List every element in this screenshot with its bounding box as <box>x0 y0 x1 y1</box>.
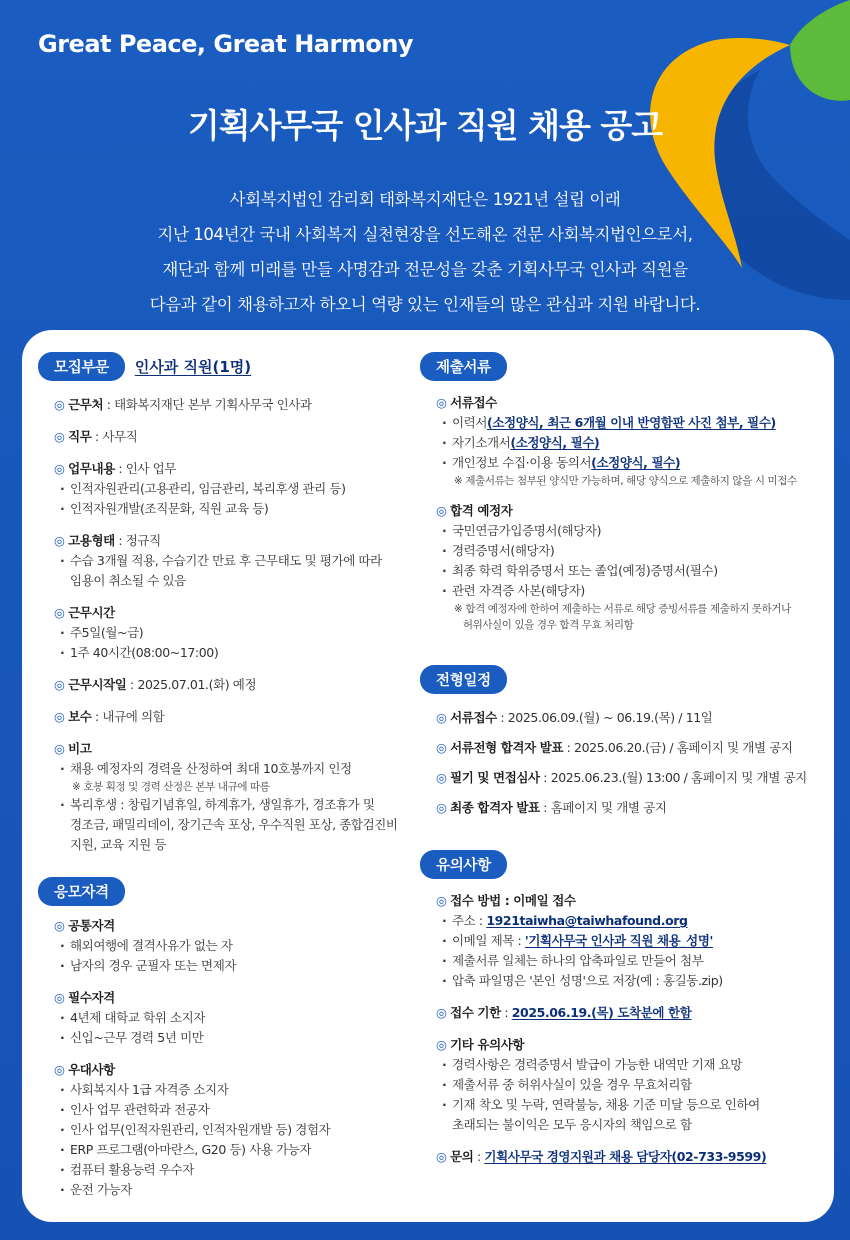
list-item: · 관련 자격증 사본(해당자) <box>442 581 826 601</box>
contact-item: ◎ 문의 : 기획사무국 경영지원과 채용 담당자(02-733-9599) <box>436 1147 826 1167</box>
page-title: 기획사무국 인사과 직원 채용 공고 <box>187 106 663 145</box>
list-item: · 남자의 경우 군필자 또는 면제자 <box>60 956 418 976</box>
intro-line: 지난 104년간 국내 사회복지 실천현장을 선도해온 전문 사회복지법인으로서, <box>157 225 693 244</box>
right-column <box>420 352 826 1167</box>
list-item: · 주소 : 1921taiwha@taiwhafound.org <box>442 911 826 931</box>
list-item: · 개인정보 수집·이용 동의서(소정양식, 필수) <box>442 453 826 473</box>
submit-note: ※ 제출서류는 첨부된 양식만 가능하며, 해당 양식으로 제출하지 않을 시 미접수 <box>454 475 797 487</box>
content-card <box>22 330 834 1222</box>
document-submit-item: ◎ 서류접수 · 이력서(소정양식, 최근 6개월 이내 반영함판 사진 첨부, 필수) · 자기소개서(소정양식, 필수) · 개인정보 수집·이용 동의서(소정양식, 필수) ※ 제출서류는 첨부된 양식만 가능하며, 해당 양식으로 제출하지 않을 시 미접수 <box>436 393 826 489</box>
employment-type-item: ◎ 고용형태 : 정규직 · 수습 3개월 적용, 수습기간 만료 후 근무태도 및 평가에 따라 임용이 취소될 수 있음 <box>54 531 418 591</box>
documents-section-header <box>420 352 826 381</box>
work-content-list <box>60 479 418 519</box>
preferred-qualification-item: ◎ 우대사항 · 사회복지사 1급 자격증 소지자 · 인사 업무 관련학과 전공자 · 인사 업무(인적자원관리, 인적자원개발 등) 경험자 · ERP 프로그램(아마란스, G20 등) 사용 가능자 · 컴퓨터 활용능력 우수자 · 운전 가능자 <box>54 1060 418 1200</box>
schedule-item: ◎ 서류접수 : 2025.06.09.(월) ~ 06.19.(목) / 11일 <box>436 708 826 728</box>
deadline-item: ◎ 접수 기한 : 2025.06.19.(목) 도착분에 한함 <box>436 1003 826 1023</box>
final-note: ※ 합격 예정자에 한하여 제출하는 서류로 해당 증빙서류를 제출하지 못하거나 허위사실이 있을 경우 합격 무효 처리함 <box>454 603 791 631</box>
workplace-item: ◎ 근무처 : 태화복지재단 본부 기획사무국 인사과 <box>54 395 418 415</box>
intro-line: 재단과 함께 미래를 만들 사명감과 전문성을 갖춘 기획사무국 인사과 직원을 <box>162 260 688 279</box>
list-item: · 사회복지사 1급 자격증 소지자 <box>60 1080 418 1100</box>
intro-paragraph <box>0 182 850 322</box>
list-item: · 신입~근무 경력 5년 미만 <box>60 1028 418 1048</box>
work-hours-item: ◎ 근무시간 · 주5일(월~금) · 1주 40시간(08:00~17:00) <box>54 603 418 663</box>
remarks-item: ◎ 비고 · 채용 예정자의 경력을 산정하여 최대 10호봉까지 인정 ※ 호봉 획정 및 경력 산정은 본부 내규에 따름 · 복리후생 : 창립기념휴일, 하계휴가, 생일휴가, 경조휴가 및 경조금, 패밀리데이, 장기근속 포상, 우수직원 포상, 종합검진비 지원, 교육 지원 등 <box>54 739 418 855</box>
list-item: · 컴퓨터 활용능력 우수자 <box>60 1160 418 1180</box>
work-content-item: ◎ 업무내용 : 인사 업무 · 인적자원관리(고용관리, 임금관리, 복리후생 관리 등) · 인적자원개발(조직문화, 직원 교육 등) <box>54 459 418 519</box>
list-item: · 압축 파일명은 '본인 성명'으로 저장(예 : 홍길동.zip) <box>442 971 826 991</box>
notice-section-badge: 유의사항 <box>420 850 507 879</box>
list-item: · 경력증명서(해당자) <box>442 541 826 561</box>
final-candidate-item: ◎ 합격 예정자 · 국민연금가입증명서(해당자) · 경력증명서(해당자) · 최종 학력 학위증명서 또는 졸업(예정)증명서(필수) · 관련 자격증 사본(해당자) ※ 합격 예정자에 한하여 제출하는 서류로 해당 증빙서류를 제출하지 못하거나 허위사실이 있을 경우 합격 무효 처리함 <box>436 501 826 633</box>
start-date-item: ◎ 근무시작일 : 2025.07.01.(화) 예정 <box>54 675 418 695</box>
qualification-section-header <box>38 877 418 906</box>
intro-line: 다음과 같이 채용하고자 하오니 역량 있는 인재들의 많은 관심과 지원 바랍니다. <box>149 295 701 314</box>
remark-note: ※ 호봉 획정 및 경력 산정은 본부 내규에 따름 <box>72 781 270 793</box>
documents-section-badge: 제출서류 <box>420 352 507 381</box>
recruit-section-badge: 모집부문 <box>38 352 125 381</box>
qualification-section-badge: 응모자격 <box>38 877 125 906</box>
list-item: · ERP 프로그램(아마란스, G20 등) 사용 가능자 <box>60 1140 418 1160</box>
list-item: · 1주 40시간(08:00~17:00) <box>60 643 418 663</box>
submit-method-item: ◎ 접수 방법 : 이메일 접수 · 주소 : 1921taiwha@taiwhafound.org · 이메일 제목 : '기획사무국 인사과 직원 채용_성명' · 제출서류 일체는 하나의 압축파일로 만들어 첨부 · 압축 파일명은 '본인 성명'으로 저장(예 : 홍길동.zip) <box>436 891 826 991</box>
left-column <box>38 352 418 1200</box>
list-item: · 4년제 대학교 학위 소지자 <box>60 1008 418 1028</box>
list-item: · 국민연금가입증명서(해당자) <box>442 521 826 541</box>
etc-notice-item: ◎ 기타 유의사항 · 경력사항은 경력증명서 발급이 가능한 내역만 기재 요망 · 제출서류 중 허위사실이 있을 경우 무효처리함 · 기재 착오 및 누락, 연락불능, 채용 기준 미달 등으로 인하여 초래되는 불이익은 모두 응시자의 책임으로 함 <box>436 1035 826 1135</box>
list-item: · 기재 착오 및 누락, 연락불능, 채용 기준 미달 등으로 인하여 초래되는 불이익은 모두 응시자의 책임으로 함 <box>442 1095 826 1135</box>
list-item: · 경력사항은 경력증명서 발급이 가능한 내역만 기재 요망 <box>442 1055 826 1075</box>
list-item: · 복리후생 : 창립기념휴일, 하계휴가, 생일휴가, 경조휴가 및 경조금, 패밀리데이, 장기근속 포상, 우수직원 포상, 종합검진비 지원, 교육 지원 등 <box>60 795 418 855</box>
list-item: · 인적자원관리(고용관리, 임금관리, 복리후생 관리 등) <box>60 479 418 499</box>
list-item: · 최종 학력 학위증명서 또는 졸업(예정)증명서(필수) <box>442 561 826 581</box>
recruit-position: 인사과 직원(1명) <box>134 358 252 376</box>
list-item: · 이력서(소정양식, 최근 6개월 이내 반영함판 사진 첨부, 필수) <box>442 413 826 433</box>
list-item: · 이메일 제목 : '기획사무국 인사과 직원 채용_성명' <box>442 931 826 951</box>
employment-type-list <box>60 551 418 591</box>
common-qualification-item: ◎ 공통자격 · 해외여행에 결격사유가 없는 자 · 남자의 경우 군필자 또는 면제자 <box>54 916 418 976</box>
schedule-item: ◎ 필기 및 면접심사 : 2025.06.23.(월) 13:00 / 홈페이지 및 개별 공지 <box>436 768 826 788</box>
email-address-link[interactable]: 1921taiwha@taiwhafound.org <box>486 913 688 928</box>
list-item: · 인사 업무 관련학과 전공자 <box>60 1100 418 1120</box>
list-item: · 인적자원개발(조직문화, 직원 교육 등) <box>60 499 418 519</box>
schedule-item: ◎ 서류전형 합격자 발표 : 2025.06.20.(금) / 홈페이지 및 개별 공지 <box>436 738 826 758</box>
schedule-item: ◎ 최종 합격자 발표 : 홈페이지 및 개별 공지 <box>436 798 826 818</box>
work-hours-list <box>60 623 418 663</box>
required-qualification-item: ◎ 필수자격 · 4년제 대학교 학위 소지자 · 신입~근무 경력 5년 미만 <box>54 988 418 1048</box>
list-item: · 자기소개서(소정양식, 필수) <box>442 433 826 453</box>
schedule-section-badge: 전형일정 <box>420 665 507 694</box>
list-item: · 해외여행에 결격사유가 없는 자 <box>60 936 418 956</box>
schedule-section-header <box>420 665 826 694</box>
pay-item: ◎ 보수 : 내규에 의함 <box>54 707 418 727</box>
list-item: · 운전 가능자 <box>60 1180 418 1200</box>
list-item: · 제출서류 일체는 하나의 압축파일로 만들어 첨부 <box>442 951 826 971</box>
list-item: · 주5일(월~금) <box>60 623 418 643</box>
notice-section-header <box>420 850 826 879</box>
duty-item: ◎ 직무 : 사무직 <box>54 427 418 447</box>
list-item: · 제출서류 중 허위사실이 있을 경우 무효처리함 <box>442 1075 826 1095</box>
recruit-section-header <box>38 352 418 381</box>
remarks-list <box>60 759 418 779</box>
intro-line: 사회복지법인 감리회 태화복지재단은 1921년 설립 이래 <box>229 190 621 209</box>
list-item: · 채용 예정자의 경력을 산정하여 최대 10호봉까지 인정 <box>60 759 418 779</box>
list-item: · 수습 3개월 적용, 수습기간 만료 후 근무태도 및 평가에 따라 임용이 취소될 수 있음 <box>60 551 418 591</box>
list-item: · 인사 업무(인적자원관리, 인적자원개발 등) 경험자 <box>60 1120 418 1140</box>
slogan: Great Peace, Great Harmony <box>38 30 414 58</box>
